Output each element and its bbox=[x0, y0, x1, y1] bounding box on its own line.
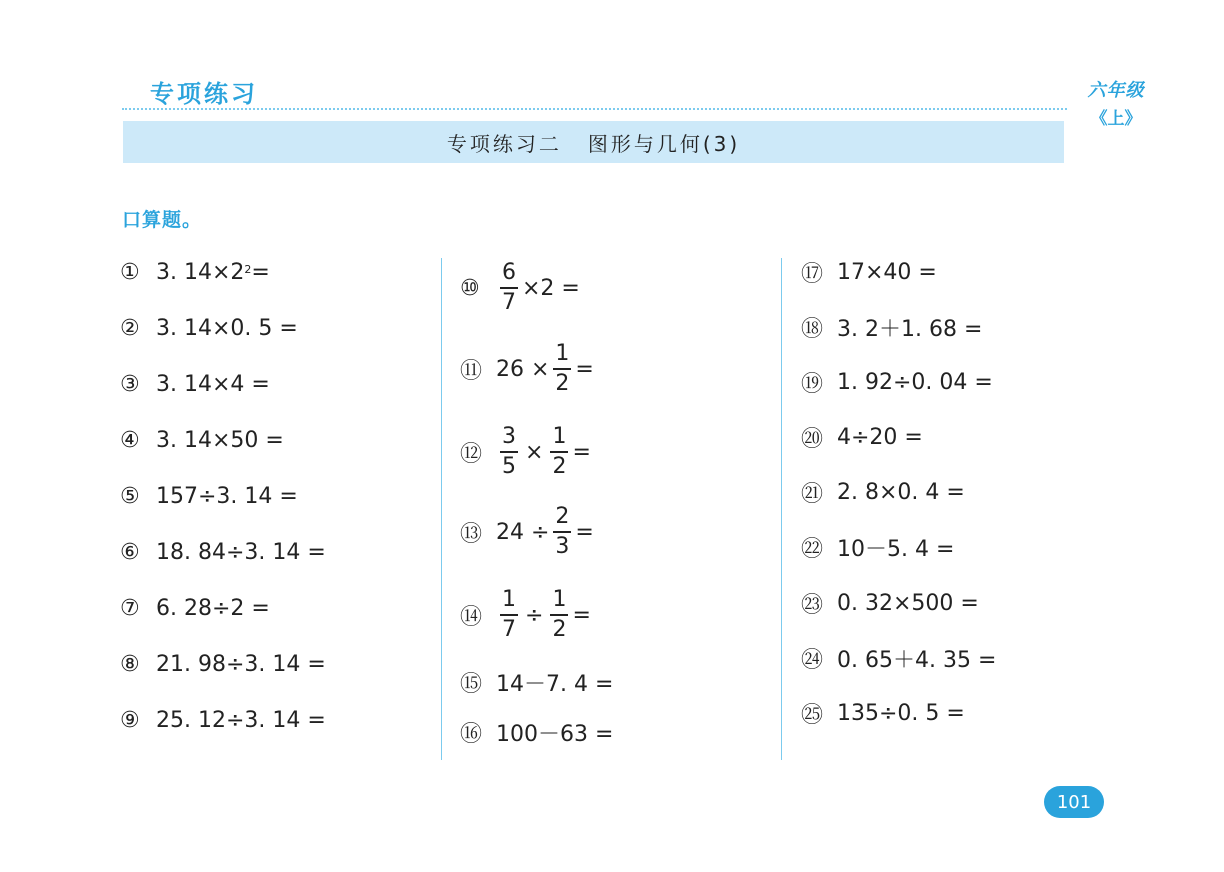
problem-14 bbox=[460, 583, 591, 647]
denominator: 2 bbox=[552, 454, 567, 479]
denominator: 2 bbox=[555, 371, 570, 396]
denominator: 2 bbox=[552, 617, 567, 642]
problem-expression: 21. 98÷3. 14 = bbox=[156, 651, 326, 677]
problem-expression: 0. 32×500 = bbox=[837, 590, 979, 616]
page-number: 101 bbox=[1044, 786, 1104, 818]
fraction bbox=[550, 589, 568, 641]
problem-number: ⑳ bbox=[801, 426, 824, 452]
denominator: 7 bbox=[502, 617, 516, 642]
problem-number: ⑱ bbox=[801, 316, 824, 342]
operator: ÷ bbox=[525, 602, 544, 628]
problem-10 bbox=[460, 256, 580, 320]
problem-expression: 18. 84÷3. 14 = bbox=[156, 539, 326, 565]
problem-number: ④ bbox=[120, 427, 140, 453]
numerator: 1 bbox=[500, 589, 518, 616]
problem-expression: 14－7. 4 = bbox=[496, 671, 614, 697]
grade-label: 六年级 bbox=[1087, 80, 1145, 101]
problem-18 bbox=[801, 311, 982, 343]
problem-number: ⑫ bbox=[460, 441, 483, 467]
problem-number: ③ bbox=[120, 371, 140, 397]
problem-expression: ×2 = bbox=[522, 275, 580, 301]
header-divider bbox=[122, 108, 1067, 110]
numerator: 2 bbox=[553, 506, 571, 533]
problem-number: ② bbox=[120, 315, 140, 341]
problem-number: ㉑ bbox=[801, 481, 824, 507]
problem-number: ㉕ bbox=[801, 702, 824, 728]
problem-number: ⑯ bbox=[460, 721, 483, 747]
problem-expression: 10－5. 4 = bbox=[837, 536, 955, 562]
exponent: 2 bbox=[244, 262, 252, 276]
section-label: 口算题。 bbox=[122, 209, 203, 231]
banner-left: 专项练习二 bbox=[446, 131, 562, 156]
numerator: 1 bbox=[553, 343, 571, 370]
problem-number: ⑲ bbox=[801, 371, 824, 397]
problem-number: ⑰ bbox=[801, 261, 824, 287]
problem-number: ⑪ bbox=[460, 358, 483, 384]
column-divider-1 bbox=[441, 258, 442, 760]
problem-expression: 1. 92÷0. 04 = bbox=[837, 369, 993, 395]
equals-sign: = bbox=[575, 519, 594, 545]
problem-number: ⑭ bbox=[460, 604, 483, 630]
problem-expression: 17×40 = bbox=[837, 259, 937, 285]
column-divider-2 bbox=[781, 258, 782, 760]
problem-number: ⑤ bbox=[120, 483, 140, 509]
problem-16 bbox=[460, 716, 613, 748]
operator: × bbox=[525, 439, 544, 465]
problem-11 bbox=[460, 337, 594, 401]
equals-sign: = bbox=[572, 602, 591, 628]
denominator: 7 bbox=[502, 290, 516, 315]
problem-expression: 4÷20 = bbox=[837, 424, 923, 450]
banner-right: 图形与几何(3) bbox=[587, 131, 741, 156]
problem-7 bbox=[120, 592, 270, 624]
numerator: 1 bbox=[550, 426, 568, 453]
problem-4 bbox=[120, 424, 284, 456]
problem-number: ⑬ bbox=[460, 521, 483, 547]
header-title: 专项练习 bbox=[150, 80, 258, 108]
problem-expression: 6. 28÷2 = bbox=[156, 595, 270, 621]
fraction bbox=[500, 426, 518, 478]
equals-sign: = bbox=[575, 356, 594, 382]
problem-expression: 25. 12÷3. 14 = bbox=[156, 707, 326, 733]
problem-expression: 26 × bbox=[496, 356, 550, 382]
problem-17 bbox=[801, 256, 937, 288]
problem-number: ⑮ bbox=[460, 671, 483, 697]
problem-15 bbox=[460, 666, 613, 698]
problem-expression: 100－63 = bbox=[496, 721, 614, 747]
problem-number: ⑩ bbox=[460, 275, 480, 301]
denominator: 3 bbox=[555, 534, 570, 559]
problem-12 bbox=[460, 420, 591, 484]
problem-expression: 0. 65＋4. 35 = bbox=[837, 647, 997, 673]
problem-expression: 3. 14×0. 5 = bbox=[156, 315, 298, 341]
problem-expression: 3. 14×2 bbox=[156, 259, 245, 285]
problem-expression: 24 ÷ bbox=[496, 519, 550, 545]
problem-expression: 2. 8×0. 4 = bbox=[837, 479, 965, 505]
problem-3 bbox=[120, 368, 270, 400]
problem-1 bbox=[120, 256, 270, 288]
numerator: 3 bbox=[500, 426, 518, 453]
numerator: 6 bbox=[500, 262, 518, 289]
problem-number: ⑨ bbox=[120, 707, 140, 733]
numerator: 1 bbox=[550, 589, 568, 616]
grade-badge bbox=[1080, 76, 1152, 129]
problem-19 bbox=[801, 366, 993, 398]
problem-expression: 135÷0. 5 = bbox=[837, 700, 965, 726]
denominator: 5 bbox=[502, 454, 516, 479]
equals-sign: = bbox=[572, 439, 591, 465]
problem-25 bbox=[801, 697, 965, 729]
problem-number: ㉓ bbox=[801, 592, 824, 618]
problem-6 bbox=[120, 536, 326, 568]
fraction bbox=[553, 343, 571, 395]
fraction bbox=[550, 426, 568, 478]
problem-13 bbox=[460, 500, 594, 564]
volume-label: 《上》 bbox=[1090, 109, 1142, 129]
problem-expression: 3. 2＋1. 68 = bbox=[837, 316, 983, 342]
fraction bbox=[500, 262, 518, 314]
problem-number: ⑧ bbox=[120, 651, 140, 677]
problem-number: ⑦ bbox=[120, 595, 140, 621]
problem-expression: 157÷3. 14 = bbox=[156, 483, 298, 509]
section-banner bbox=[123, 121, 1064, 163]
problem-2 bbox=[120, 312, 298, 344]
problem-number: ① bbox=[120, 259, 140, 285]
problem-23 bbox=[801, 587, 979, 619]
problem-number: ⑥ bbox=[120, 539, 140, 565]
problem-9 bbox=[120, 704, 326, 736]
problem-21 bbox=[801, 476, 965, 508]
problem-number: ㉒ bbox=[801, 536, 824, 562]
problem-20 bbox=[801, 421, 923, 453]
problem-number: ㉔ bbox=[801, 647, 824, 673]
problem-expression: 3. 14×4 = bbox=[156, 371, 270, 397]
problem-5 bbox=[120, 480, 298, 512]
problem-8 bbox=[120, 648, 326, 680]
problem-24 bbox=[801, 642, 996, 674]
fraction bbox=[500, 589, 518, 641]
problem-expression: 3. 14×50 = bbox=[156, 427, 284, 453]
equals-sign: = bbox=[251, 259, 270, 285]
problem-22 bbox=[801, 531, 954, 563]
fraction bbox=[553, 506, 571, 558]
